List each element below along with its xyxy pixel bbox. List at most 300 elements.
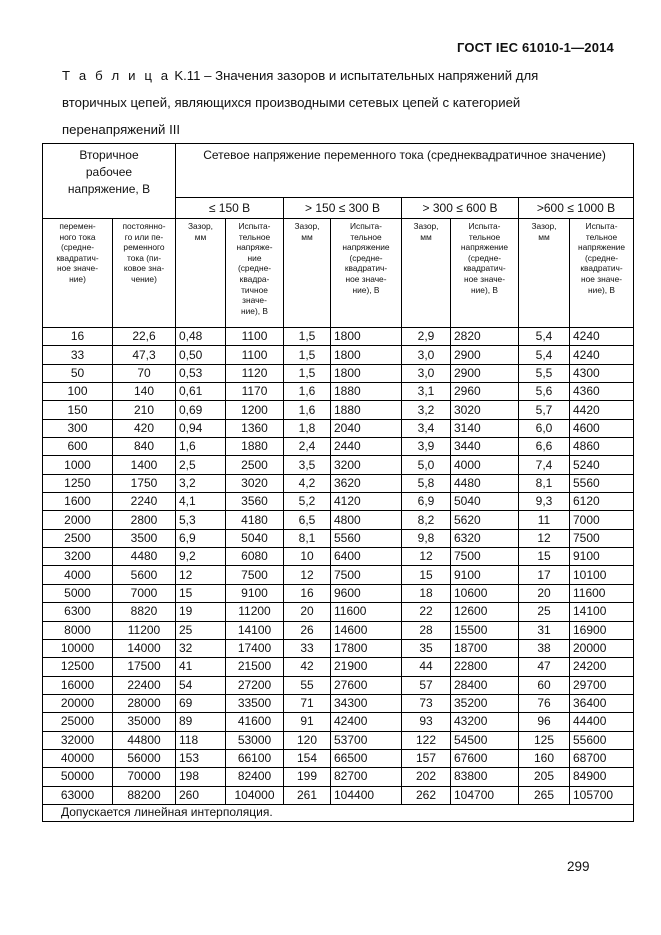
table-cell: 3,2 — [176, 474, 226, 492]
table-cell: 4480 — [451, 474, 519, 492]
table-row — [43, 383, 634, 401]
table-cell: 3,0 — [402, 364, 451, 382]
table-row — [43, 621, 634, 639]
table-cell: 17400 — [226, 639, 284, 657]
table-cell: 198 — [176, 768, 226, 786]
table-cell: 11200 — [113, 621, 176, 639]
table-cell: 4120 — [331, 493, 402, 511]
clearance-header-4: Зазор, мм — [519, 219, 570, 328]
table-row — [43, 658, 634, 676]
table-cell: 5560 — [570, 474, 634, 492]
table-cell: 5,0 — [402, 456, 451, 474]
clearance-table — [42, 143, 634, 822]
table-cell: 3,2 — [402, 401, 451, 419]
table-cell: 1800 — [331, 328, 402, 346]
table-cell: 1750 — [113, 474, 176, 492]
table-cell: 5,4 — [519, 328, 570, 346]
table-cell: 261 — [284, 786, 331, 804]
table-cell: 7,4 — [519, 456, 570, 474]
table-row — [43, 731, 634, 749]
table-cell: 2240 — [113, 493, 176, 511]
table-cell: 3560 — [226, 493, 284, 511]
table-cell: 420 — [113, 419, 176, 437]
table-cell: 19 — [176, 603, 226, 621]
sub-ac-header: перемен- ного тока (средне- квадратич- ное значе- ние) — [43, 219, 113, 328]
table-cell: 12 — [519, 529, 570, 547]
table-cell: 3020 — [226, 474, 284, 492]
table-cell: 8,1 — [519, 474, 570, 492]
table-cell: 34300 — [331, 694, 402, 712]
table-cell: 4000 — [451, 456, 519, 474]
table-cell: 6,9 — [402, 493, 451, 511]
table-cell: 60 — [519, 676, 570, 694]
table-cell: 22,6 — [113, 328, 176, 346]
table-cell: 7000 — [570, 511, 634, 529]
table-row — [43, 566, 634, 584]
table-row — [43, 346, 634, 364]
table-cell: 8,1 — [284, 529, 331, 547]
table-cell: 104400 — [331, 786, 402, 804]
table-cell: 3020 — [451, 401, 519, 419]
table-cell: 11200 — [226, 603, 284, 621]
table-cell: 3200 — [43, 548, 113, 566]
table-cell: 20000 — [43, 694, 113, 712]
table-cell: 3,4 — [402, 419, 451, 437]
table-row — [43, 749, 634, 767]
table-cell: 9100 — [451, 566, 519, 584]
table-cell: 265 — [519, 786, 570, 804]
table-cell: 50 — [43, 364, 113, 382]
table-cell: 5040 — [226, 529, 284, 547]
table-row — [43, 419, 634, 437]
table-cell: 10000 — [43, 639, 113, 657]
test-voltage-header-2: Испыта- тельное напряжение (средне- квадратич- ное значе- ние), В — [331, 219, 402, 328]
table-cell: 210 — [113, 401, 176, 419]
table-row — [43, 584, 634, 602]
table-cell: 54500 — [451, 731, 519, 749]
table-cell: 5,5 — [519, 364, 570, 382]
table-cell: 3,0 — [402, 346, 451, 364]
range-header-2: > 150 ≤ 300 В — [284, 198, 402, 219]
table-cell: 35000 — [113, 713, 176, 731]
table-row — [43, 548, 634, 566]
table-cell: 83800 — [451, 768, 519, 786]
table-cell: 6300 — [43, 603, 113, 621]
table-cell: 35200 — [451, 694, 519, 712]
table-cell: 3500 — [113, 529, 176, 547]
table-cell: 11600 — [331, 603, 402, 621]
table-cell: 15 — [402, 566, 451, 584]
table-cell: 12 — [402, 548, 451, 566]
table-cell: 8820 — [113, 603, 176, 621]
table-cell: 50000 — [43, 768, 113, 786]
table-cell: 10600 — [451, 584, 519, 602]
table-cell: 12 — [284, 566, 331, 584]
table-cell: 38 — [519, 639, 570, 657]
table-cell: 1100 — [226, 346, 284, 364]
table-cell: 4000 — [43, 566, 113, 584]
clearance-header-2: Зазор, мм — [284, 219, 331, 328]
table-cell: 29700 — [570, 676, 634, 694]
table-cell: 2,4 — [284, 438, 331, 456]
table-cell: 2500 — [43, 529, 113, 547]
table-cell: 1800 — [331, 346, 402, 364]
table-row — [43, 438, 634, 456]
table-cell: 11 — [519, 511, 570, 529]
table-cell: 40000 — [43, 749, 113, 767]
table-cell: 104000 — [226, 786, 284, 804]
table-cell: 5040 — [451, 493, 519, 511]
table-cell: 10 — [284, 548, 331, 566]
caption-line-2: вторичных цепей, являющихся производными сетевых цепей с категорией — [62, 95, 521, 110]
table-cell: 42 — [284, 658, 331, 676]
table-cell: 35 — [402, 639, 451, 657]
table-cell: 21500 — [226, 658, 284, 676]
table-cell: 2000 — [43, 511, 113, 529]
table-cell: 28000 — [113, 694, 176, 712]
table-cell: 5,6 — [519, 383, 570, 401]
table-cell: 15500 — [451, 621, 519, 639]
table-cell: 262 — [402, 786, 451, 804]
table-cell: 4420 — [570, 401, 634, 419]
table-cell: 66500 — [331, 749, 402, 767]
table-cell: 0,53 — [176, 364, 226, 382]
table-cell: 20 — [284, 603, 331, 621]
table-cell: 8,2 — [402, 511, 451, 529]
table-cell: 10100 — [570, 566, 634, 584]
table-cell: 2960 — [451, 383, 519, 401]
table-cell: 154 — [284, 749, 331, 767]
table-cell: 2800 — [113, 511, 176, 529]
table-cell: 2900 — [451, 346, 519, 364]
table-cell: 4180 — [226, 511, 284, 529]
table-cell: 5,2 — [284, 493, 331, 511]
range-header-3: > 300 ≤ 600 В — [402, 198, 519, 219]
table-note: Допускается линейная интерполяция. — [43, 804, 634, 821]
table-row — [43, 603, 634, 621]
table-cell: 6320 — [451, 529, 519, 547]
table-cell: 25000 — [43, 713, 113, 731]
table-cell: 43200 — [451, 713, 519, 731]
test-voltage-header-1: Испыта- тельное напряже- ние (средне- квадра- тичное значе- ние), В — [226, 219, 284, 328]
table-cell: 6,0 — [519, 419, 570, 437]
table-row — [43, 694, 634, 712]
table-cell: 1600 — [43, 493, 113, 511]
sub-dc-header: постоянно- го или пе- ременного тока (пи- ковое зна- чение) — [113, 219, 176, 328]
table-cell: 33 — [43, 346, 113, 364]
table-cell: 12600 — [451, 603, 519, 621]
table-cell: 22400 — [113, 676, 176, 694]
table-cell: 2,5 — [176, 456, 226, 474]
table-cell: 70 — [113, 364, 176, 382]
table-cell: 57 — [402, 676, 451, 694]
table-cell: 27600 — [331, 676, 402, 694]
table-cell: 1100 — [226, 328, 284, 346]
table-cell: 4240 — [570, 346, 634, 364]
table-cell: 5,7 — [519, 401, 570, 419]
mains-voltage-header: Сетевое напряжение переменного тока (среднеквадратичное значение) — [176, 144, 634, 198]
working-voltage-header: Вторичное рабочее напряжение, В — [43, 144, 176, 219]
table-cell: 5620 — [451, 511, 519, 529]
table-cell: 0,61 — [176, 383, 226, 401]
table-cell: 44800 — [113, 731, 176, 749]
table-cell: 55 — [284, 676, 331, 694]
table-row — [43, 474, 634, 492]
table-cell: 157 — [402, 749, 451, 767]
table-cell: 15 — [519, 548, 570, 566]
table-cell: 125 — [519, 731, 570, 749]
table-cell: 4240 — [570, 328, 634, 346]
table-row — [43, 529, 634, 547]
table-cell: 15 — [176, 584, 226, 602]
table-cell: 1,6 — [284, 401, 331, 419]
table-cell: 1,8 — [284, 419, 331, 437]
clearance-header-1: Зазор, мм — [176, 219, 226, 328]
table-cell: 9100 — [226, 584, 284, 602]
table-cell: 24200 — [570, 658, 634, 676]
test-voltage-header-4: Испыта- тельное напряжение (средне- квадратич- ное значе- ние), В — [570, 219, 634, 328]
table-cell: 1,5 — [284, 346, 331, 364]
table-cell: 1880 — [331, 401, 402, 419]
standard-header: ГОСТ IEC 61010-1—2014 — [456, 40, 614, 55]
table-cell: 6,9 — [176, 529, 226, 547]
table-cell: 22800 — [451, 658, 519, 676]
table-cell: 18700 — [451, 639, 519, 657]
table-cell: 28400 — [451, 676, 519, 694]
table-cell: 6120 — [570, 493, 634, 511]
table-cell: 82400 — [226, 768, 284, 786]
table-cell: 2,9 — [402, 328, 451, 346]
table-cell: 4300 — [570, 364, 634, 382]
table-cell: 32000 — [43, 731, 113, 749]
table-cell: 4800 — [331, 511, 402, 529]
table-cell: 91 — [284, 713, 331, 731]
table-cell: 26 — [284, 621, 331, 639]
table-cell: 118 — [176, 731, 226, 749]
table-cell: 8000 — [43, 621, 113, 639]
table-cell: 17500 — [113, 658, 176, 676]
table-cell: 47,3 — [113, 346, 176, 364]
table-cell: 9,2 — [176, 548, 226, 566]
table-row — [43, 786, 634, 804]
table-cell: 84900 — [570, 768, 634, 786]
table-cell: 3140 — [451, 419, 519, 437]
range-header-1: ≤ 150 В — [176, 198, 284, 219]
table-cell: 105700 — [570, 786, 634, 804]
caption-label: Т а б л и ц а — [62, 68, 171, 83]
table-cell: 3,1 — [402, 383, 451, 401]
table-cell: 33500 — [226, 694, 284, 712]
table-cell: 9,8 — [402, 529, 451, 547]
table-cell: 5560 — [331, 529, 402, 547]
table-cell: 1170 — [226, 383, 284, 401]
table-cell: 6,6 — [519, 438, 570, 456]
table-cell: 3,9 — [402, 438, 451, 456]
table-cell: 600 — [43, 438, 113, 456]
table-cell: 53000 — [226, 731, 284, 749]
table-cell: 7500 — [331, 566, 402, 584]
table-cell: 96 — [519, 713, 570, 731]
table-cell: 14000 — [113, 639, 176, 657]
table-cell: 63000 — [43, 786, 113, 804]
table-cell: 1800 — [331, 364, 402, 382]
table-row — [43, 364, 634, 382]
table-cell: 3440 — [451, 438, 519, 456]
table-cell: 25 — [176, 621, 226, 639]
table-cell: 32 — [176, 639, 226, 657]
table-cell: 0,94 — [176, 419, 226, 437]
table-cell: 1,6 — [284, 383, 331, 401]
table-cell: 41 — [176, 658, 226, 676]
table-cell: 28 — [402, 621, 451, 639]
table-cell: 17 — [519, 566, 570, 584]
table-cell: 1880 — [331, 383, 402, 401]
table-cell: 21900 — [331, 658, 402, 676]
table-cell: 1200 — [226, 401, 284, 419]
table-cell: 1000 — [43, 456, 113, 474]
table-row — [43, 768, 634, 786]
table-cell: 1400 — [113, 456, 176, 474]
table-cell: 0,69 — [176, 401, 226, 419]
table-cell: 11600 — [570, 584, 634, 602]
table-cell: 25 — [519, 603, 570, 621]
table-cell: 33 — [284, 639, 331, 657]
table-cell: 12500 — [43, 658, 113, 676]
table-row — [43, 401, 634, 419]
table-cell: 4480 — [113, 548, 176, 566]
table-cell: 0,50 — [176, 346, 226, 364]
caption-line-1: K.11 – Значения зазоров и испытательных напряжений для — [170, 68, 539, 83]
table-cell: 7500 — [226, 566, 284, 584]
table-cell: 76 — [519, 694, 570, 712]
table-cell: 42400 — [331, 713, 402, 731]
table-cell: 2820 — [451, 328, 519, 346]
table-cell: 20 — [519, 584, 570, 602]
table-cell: 44400 — [570, 713, 634, 731]
table-row — [43, 511, 634, 529]
table-cell: 56000 — [113, 749, 176, 767]
range-header-4: >600 ≤ 1000 В — [519, 198, 634, 219]
table-cell: 205 — [519, 768, 570, 786]
table-cell: 5240 — [570, 456, 634, 474]
table-cell: 36400 — [570, 694, 634, 712]
table-cell: 88200 — [113, 786, 176, 804]
table-cell: 17800 — [331, 639, 402, 657]
table-cell: 300 — [43, 419, 113, 437]
table-cell: 202 — [402, 768, 451, 786]
table-cell: 1360 — [226, 419, 284, 437]
table-cell: 73 — [402, 694, 451, 712]
table-cell: 7500 — [451, 548, 519, 566]
table-cell: 47 — [519, 658, 570, 676]
table-cell: 27200 — [226, 676, 284, 694]
table-cell: 9100 — [570, 548, 634, 566]
caption-line-3: перенапряжений III — [62, 122, 181, 137]
table-row — [43, 639, 634, 657]
table-cell: 1120 — [226, 364, 284, 382]
table-cell: 199 — [284, 768, 331, 786]
table-cell: 3620 — [331, 474, 402, 492]
table-cell: 18 — [402, 584, 451, 602]
table-cell: 16000 — [43, 676, 113, 694]
table-cell: 55600 — [570, 731, 634, 749]
table-cell: 4860 — [570, 438, 634, 456]
table-cell: 14100 — [570, 603, 634, 621]
table-cell: 6080 — [226, 548, 284, 566]
table-cell: 16 — [284, 584, 331, 602]
table-cell: 2900 — [451, 364, 519, 382]
table-cell: 140 — [113, 383, 176, 401]
table-caption — [62, 62, 614, 143]
table-cell: 2440 — [331, 438, 402, 456]
table-cell: 6,5 — [284, 511, 331, 529]
table-cell: 120 — [284, 731, 331, 749]
table-row — [43, 493, 634, 511]
table-cell: 4600 — [570, 419, 634, 437]
table-cell: 44 — [402, 658, 451, 676]
table-cell: 840 — [113, 438, 176, 456]
table-cell: 31 — [519, 621, 570, 639]
table-cell: 69 — [176, 694, 226, 712]
table-cell: 7500 — [570, 529, 634, 547]
table-cell: 66100 — [226, 749, 284, 767]
table-cell: 160 — [519, 749, 570, 767]
test-voltage-header-3: Испыта- тельное напряжение (средне- квадратич- ное значе- ние), В — [451, 219, 519, 328]
table-cell: 5000 — [43, 584, 113, 602]
table-cell: 1880 — [226, 438, 284, 456]
table-cell: 68700 — [570, 749, 634, 767]
table-cell: 1250 — [43, 474, 113, 492]
table-cell: 104700 — [451, 786, 519, 804]
table-cell: 3200 — [331, 456, 402, 474]
table-cell: 16900 — [570, 621, 634, 639]
table-cell: 0,48 — [176, 328, 226, 346]
table-cell: 1,5 — [284, 328, 331, 346]
table-cell: 20000 — [570, 639, 634, 657]
table-cell: 54 — [176, 676, 226, 694]
table-cell: 9,3 — [519, 493, 570, 511]
table-cell: 67600 — [451, 749, 519, 767]
table-cell: 2040 — [331, 419, 402, 437]
table-cell: 93 — [402, 713, 451, 731]
table-row — [43, 713, 634, 731]
table-cell: 4,2 — [284, 474, 331, 492]
table-cell: 16 — [43, 328, 113, 346]
table-cell: 71 — [284, 694, 331, 712]
table-cell: 70000 — [113, 768, 176, 786]
table-cell: 260 — [176, 786, 226, 804]
table-cell: 1,6 — [176, 438, 226, 456]
table-cell: 2500 — [226, 456, 284, 474]
table-cell: 5,4 — [519, 346, 570, 364]
table-cell: 153 — [176, 749, 226, 767]
table-cell: 1,5 — [284, 364, 331, 382]
table-cell: 82700 — [331, 768, 402, 786]
table-cell: 41600 — [226, 713, 284, 731]
table-cell: 3,5 — [284, 456, 331, 474]
table-cell: 22 — [402, 603, 451, 621]
table-cell: 5,8 — [402, 474, 451, 492]
table-cell: 5600 — [113, 566, 176, 584]
table-row — [43, 456, 634, 474]
table-cell: 4360 — [570, 383, 634, 401]
table-cell: 122 — [402, 731, 451, 749]
table-cell: 12 — [176, 566, 226, 584]
table-cell: 100 — [43, 383, 113, 401]
table-cell: 53700 — [331, 731, 402, 749]
table-cell: 89 — [176, 713, 226, 731]
table-cell: 7000 — [113, 584, 176, 602]
